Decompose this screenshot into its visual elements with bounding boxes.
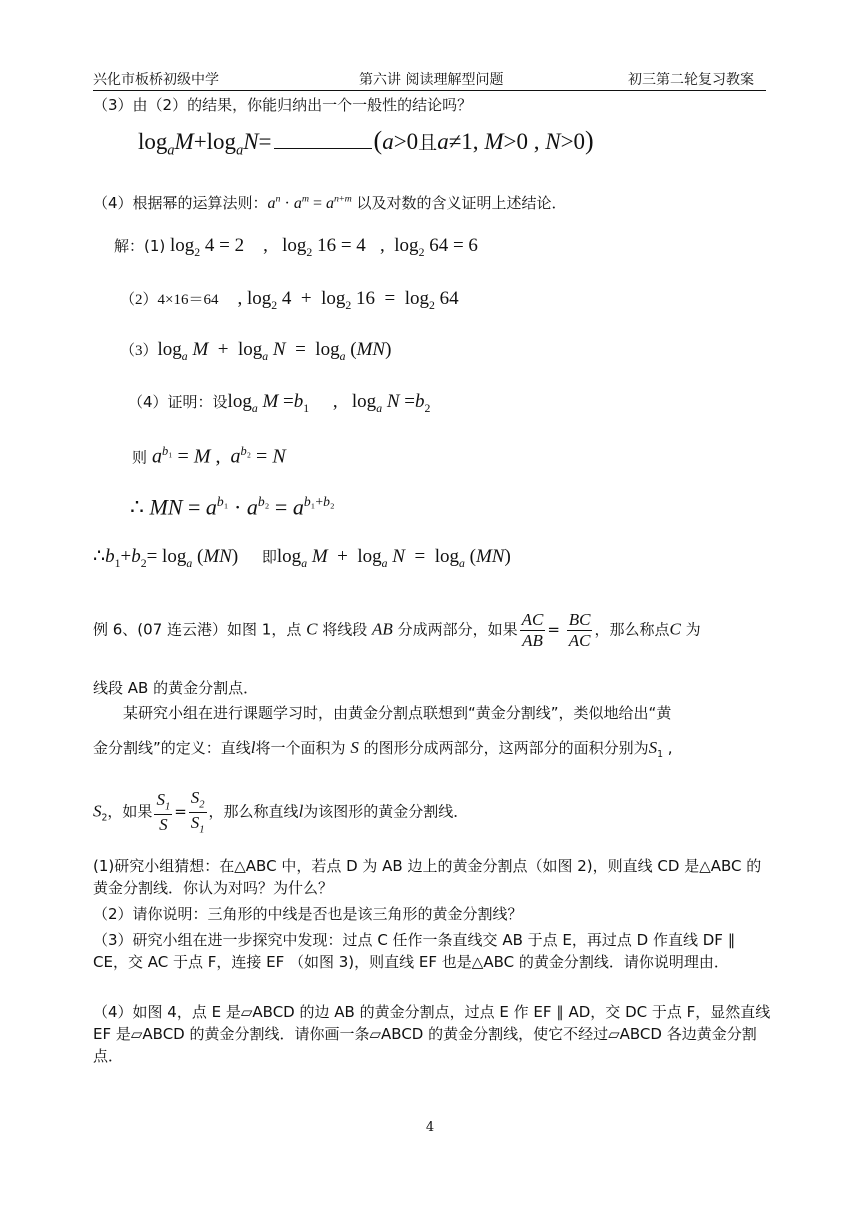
solution-2: （2）4×16＝64 , $\log_2 4 + \log_2 16 = \log_2 64$ [120,288,459,312]
example-6-q2: （2）请你说明：三角形的中线是否也是该三角形的黄金分割线？ [93,905,523,923]
solution-conclusion: $\therefore b_1+b_2= \log_a (MN)$ 即$\log_a M + \log_a N = \log_a (MN)$ [93,546,511,570]
answer-blank[interactable] [274,128,372,149]
header-right: 初三第二轮复习教案 [628,72,754,88]
header-rule [93,90,766,91]
example-6-q4: （4）如图 4，点 E 是▱ABCD 的边 AB 的黄金分割点，过点 E 作 EF ∥ AD，交 DC 于点 F，显然直线 EF 是▱ABCD 的黄金分割线．请你画一条▱ABCD 的黄金分割线，使它不经过▱ABCD 各边黄金分割点． [93,1003,771,1065]
example-6-line1: 例 6、(07 连云港）如图 1，点 C 将线段 AB 分成两部分，如果 $\frac{AC}{AB}$ = $\frac{BC}{AC}$ ，那么称点C 为 [93,610,701,650]
example-6-para2b: 金分割线”的定义：直线l将一个面积为 S 的图形分成两部分，这两部分的面积分别为$S_1$ , [93,738,673,760]
header-left: 兴化市板桥初级中学 [93,72,219,88]
solution-4: （4）证明：设$\log_a M =b_1$ , $\log_a N =b_2$ [128,391,431,415]
question-4: （4）根据幂的运算法则：$a^n \cdot a^m = a^{n+m}$ 以及对数的含义证明上述结论． [93,193,567,212]
solution-1: 解：(1) $\log_2 4 = 2$ , $\log_2 16 = 4$ , $\log_2 64 = 6$ [114,235,478,259]
example-6-q3: （3）研究小组在进一步探究中发现：过点 C 任作一条直线交 AB 于点 E，再过点 D 作直线 DF ∥ CE，交 AC 于点 F，连接 EF （如图 3)，则直线 EF 也是△ABC 的黄金分割线．请你说明理由． [93,931,736,971]
example-6-para2a: 某研究小组在进行课题学习时，由黄金分割点联想到“黄金分割线”，类似地给出“黄 [123,704,672,722]
solution-therefore: ∴ MN = $a^{b_1} \cdot a^{b_2} = a^{b_1+b_2}$ [130,494,335,520]
page-number: 4 [425,1120,435,1135]
solution-then: 则 $a^{b_1} = M$ , $a^{b_2} = N$ [132,444,286,468]
example-6-q1: (1)研究小组猜想：在△ABC 中，若点 D 为 AB 边上的黄金分割点（如图 2)，则直线 CD 是△ABC 的黄金分割线．你认为对吗？为什么？ [93,857,762,897]
solution-3: $(3)\log_a$ $M + \log_a N = \log_a (MN)$ [120,339,392,363]
example-6-para3: $S_2$，如果 $\frac{S_1}{S}$ = $\frac{S_2}{S_1}$ ，那么称直线l为该图形的黄金分割线． [93,788,469,835]
question-3: （3）由（2）的结果，你能归纳出一个一般性的结论吗？ [93,96,473,114]
header-center: 第六讲 阅读理解型问题 [359,72,504,88]
example-6-line2: 线段 AB 的黄金分割点． [93,679,259,697]
formula-log-sum: $\log_aM+\log_aN= (a>0$且a≠1, M>0 , N>0) [138,126,594,159]
